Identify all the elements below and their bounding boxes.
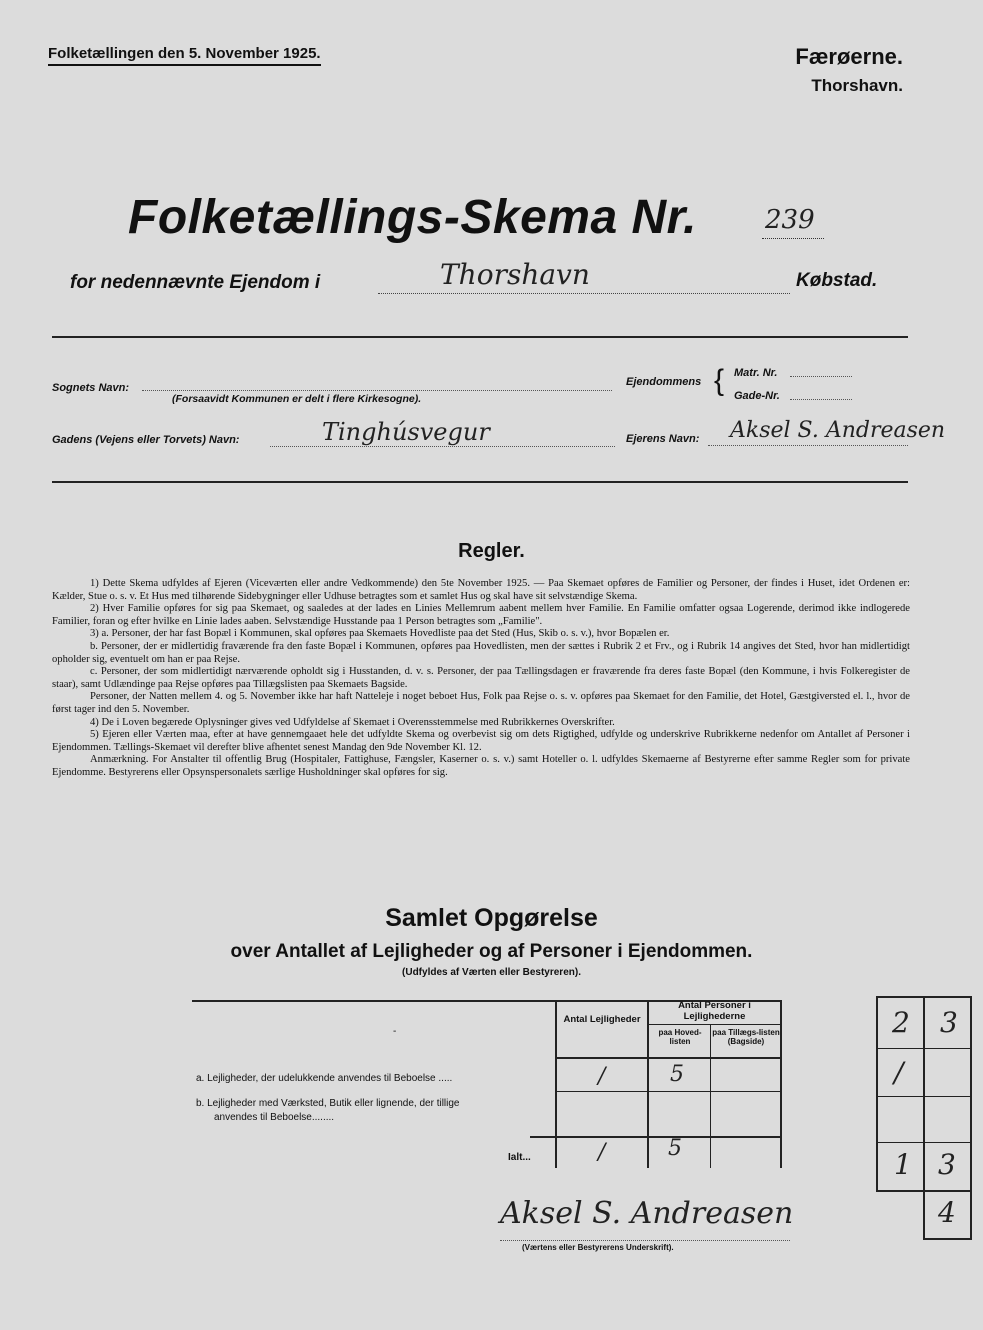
tally-grid: [876, 996, 972, 1240]
rule-paragraph: 1) Dette Skema udfyldes af Ejeren (Viceværten eller andre Vedkommende) den 5te November 1925. — Paa Skemaet opføres de Familier og Personer, der findes i Huset, idet Ordenen er: Kælder, Stue o. s. v. Et Hus med tilhørende Sidebygninger eller Udhuse betragtes som et samlet Hus og skal have sit selvstændige Skema.: [52, 578, 910, 602]
total-lejligheder: /: [598, 1140, 606, 1165]
table-vline: [555, 1000, 557, 1168]
parish-line: [142, 390, 612, 391]
summary-title: Samlet Opgørelse: [385, 904, 598, 932]
tally-r4c1: 1: [894, 1148, 912, 1181]
owner-signature: Aksel S. Andreasen: [500, 1196, 794, 1231]
parish-label: Sognets Navn:: [52, 382, 130, 394]
header-dash: -: [393, 1026, 397, 1037]
signature-label: (Værtens eller Bestyrerens Underskrift).: [522, 1243, 674, 1252]
summary-subtitle: over Antallet af Lejligheder og af Personer i Ejendommen.: [230, 941, 753, 962]
rule-paragraph: b. Personer, der er midlertidig fraværende fra den faste Bopæl i Kommunen, opføres paa Hovedlisten, men der sættes i Rubrik 2 et Frv., og i Rubrik 14 angives det Sted, hvor han midlertidigt opholder sig, eventuelt om han er paa Rejse.: [52, 640, 910, 665]
owner-line: [708, 445, 908, 446]
census-date-label: Folketællingen den 5. November 1925.: [48, 45, 321, 66]
rule-paragraph: 3) a. Personer, der har fast Bopæl i Kommunen, skal opføres paa Skemaets Hovedliste paa det Sted (Hus, Skib o. s. v.), hvor Bopælen er.: [90, 628, 670, 640]
rules-text: [52, 578, 910, 780]
property-prefix: for nedennævnte Ejendom i: [70, 272, 321, 293]
tally-r2c1: /: [894, 1056, 904, 1089]
table-hline: [555, 1057, 782, 1059]
gade-nr-line: [790, 399, 852, 400]
divider-top: [52, 336, 908, 338]
divider-bottom: [52, 481, 908, 483]
rule-paragraph: 4) De i Loven begærede Oplysninger gives ved Udfyldelse af Skemaet i Overensstemmelse med Rubrikkernes Overskrifter.: [90, 716, 615, 728]
row-a-label: a. Lejligheder, der udelukkende anvendes til Beboelse .....: [196, 1073, 453, 1084]
table-hline: [649, 1024, 780, 1025]
tally-hline: [876, 1048, 972, 1049]
tally-r4c2: 3: [938, 1148, 956, 1181]
rule-paragraph: 5) Ejeren eller Værten maa, efter at have gennemgaaet hele det udfyldte Skema og overbevist sig om dets Rigtighed, udfylde og underskrive Rubrikkerne nedenfor om Antallet af Personer i Ejendommen. Tællings-Skemaet vil derefter blive afhentet senest Mandag den 9de November Kl. 12.: [52, 729, 910, 753]
row-total-label: Ialt...: [508, 1152, 531, 1163]
table-hline: [530, 1136, 782, 1138]
parish-note: (Forsaavidt Kommunen er delt i flere Kirkesogne).: [172, 393, 422, 405]
tally-r1c2: 3: [940, 1006, 958, 1039]
rules-heading: Regler.: [458, 540, 525, 562]
rule-paragraph: Personer, der Natten mellem 4. og 5. November ikke har haft Natteleje i noget beboet Hus, Folk paa Rejse o. s. v. opføres paa Skemaet for den Familie, det Hotel, Gæstgiversted el. l., hvor de først tager ind den 5. November.: [52, 691, 910, 715]
rule-paragraph: c. Personer, der som midlertidigt nærværende opholdt sig i Husstanden, d. v. s. Personer, der paa Tællingsdagen er fraværende fra deres faste Bopæl (den Kommune, i hvis Folkeregister de staar), samt Udlændinge paa Rejse opføres paa Tillægslisten paa Skemaets Bagside.: [52, 666, 910, 690]
property-town-handwritten: Thorshavn: [440, 258, 590, 291]
row-b-label-cont: anvendes til Beboelse........: [214, 1112, 335, 1123]
owner-value-handwritten: Aksel S. Andreasen: [730, 418, 946, 443]
row-a-lejligheder: /: [598, 1064, 606, 1089]
row-b-label: b. Lejligheder med Værksted, Butik eller lignende, der tillige: [196, 1098, 460, 1109]
table-vline: [647, 1000, 649, 1168]
col-header-hovedliste: paa Hoved-listen: [658, 1028, 702, 1046]
region-label: Færøerne.: [795, 44, 903, 69]
matr-line: [790, 376, 852, 377]
table-hline: [555, 1091, 782, 1092]
brace-icon: {: [714, 364, 725, 397]
total-hovedliste: 5: [668, 1136, 682, 1161]
col-header-tillaegsliste: paa Tillægs-listen (Bagside): [712, 1028, 780, 1046]
summary-note: (Udfyldes af Værten eller Bestyreren).: [402, 967, 581, 978]
form-title: Folketællings-Skema Nr.: [128, 191, 698, 244]
tally-r1c1: 2: [892, 1006, 910, 1039]
property-town-line: [378, 293, 790, 294]
gade-nr-label: Gade-Nr.: [734, 390, 780, 402]
street-value-handwritten: Tinghúsvegur: [322, 418, 490, 446]
tally-hline: [876, 1142, 972, 1143]
rule-paragraph: 2) Hver Familie opføres for sig paa Skemaet, og saaledes at der lades en Linies Mellemrum aabent mellem hver Familie. En Familie omfatter ogsaa Logerende, derimod ikke indlogerede Familier, foran og efter hvilke en Linie lades aaben. Selvstændige Husstande paa 1 Person betragtes som „Familie".: [52, 603, 910, 627]
table-vline: [710, 1024, 711, 1168]
col-header-lejligheder: Antal Lejligheder: [563, 1014, 641, 1025]
form-number: 239: [765, 205, 815, 235]
town-label: Thorshavn.: [811, 76, 903, 95]
row-a-hovedliste: 5: [670, 1062, 684, 1087]
street-label: Gadens (Vejens eller Torvets) Navn:: [52, 434, 240, 446]
matr-label: Matr. Nr.: [734, 367, 778, 379]
col-header-personer: Antal Personer i Lejlighederne: [678, 1000, 751, 1022]
tally-r5c2: 4: [938, 1196, 956, 1229]
table-vline: [780, 1000, 782, 1168]
signature-line: [500, 1240, 790, 1241]
form-number-line: [762, 238, 824, 239]
tally-hline: [876, 1096, 972, 1097]
owner-label: Ejerens Navn:: [626, 433, 700, 445]
rule-paragraph: Anmærkning. For Anstalter til offentlig Brug (Hospitaler, Fattighuse, Fængsler, Kaserner o. s. v.) samt Hoteller o. l. udfyldes Skemaerne af Bestyrerne efter samme Regler som for private Ejendomme. Bestyrerens eller Opsynspersonalets særlige Husholdninger skal opføres for sig.: [52, 754, 910, 778]
property-suffix: Købstad.: [796, 270, 878, 291]
property-label: Ejendommens: [626, 376, 702, 388]
street-line: [270, 446, 615, 447]
